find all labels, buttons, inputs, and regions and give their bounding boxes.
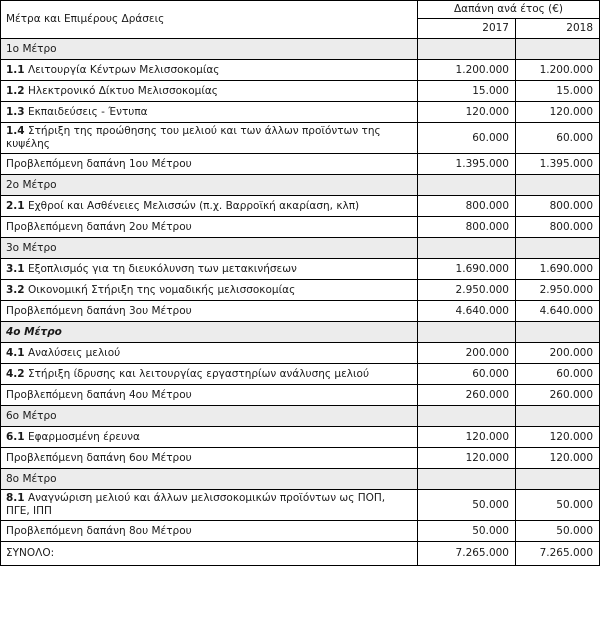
empty-cell	[516, 39, 600, 60]
subtotal-row	[1, 521, 600, 542]
item-code: 8.1	[6, 492, 25, 504]
value-2017: 200.000	[418, 343, 516, 364]
item-row	[1, 259, 600, 280]
row-label-cell	[1, 343, 418, 364]
row-label-cell	[1, 196, 418, 217]
item-row	[1, 280, 600, 301]
item-row	[1, 364, 600, 385]
item-row	[1, 196, 600, 217]
value-2018: 60.000	[516, 364, 600, 385]
value-2017: 60.000	[418, 123, 516, 154]
measures-column-header: Μέτρα και Επιμέρους Δράσεις	[1, 1, 418, 39]
empty-cell	[516, 238, 600, 259]
item-code: 4.1	[6, 346, 25, 359]
row-label: Στήριξη ίδρυσης και λειτουργίας εργαστηρίων ανάλυσης μελιού	[27, 367, 370, 380]
empty-cell	[418, 469, 516, 490]
value-2017: 15.000	[418, 81, 516, 102]
value-2017: 60.000	[418, 364, 516, 385]
item-row	[1, 81, 600, 102]
section-row	[1, 175, 600, 196]
section-row	[1, 469, 600, 490]
empty-cell	[418, 175, 516, 196]
value-2017: 2.950.000	[418, 280, 516, 301]
value-2017: 800.000	[418, 217, 516, 238]
row-label: Αναγνώριση μελιού και άλλων μελισσοκομικών προϊόντων ως ΠΟΠ, ΠΓΕ, ΙΠΠ	[6, 492, 386, 517]
item-row	[1, 123, 600, 154]
row-label-cell	[1, 123, 418, 154]
subtotal-row	[1, 301, 600, 322]
item-row	[1, 490, 600, 521]
value-2018: 7.265.000	[516, 542, 600, 566]
item-row	[1, 427, 600, 448]
row-label-cell	[1, 427, 418, 448]
item-row	[1, 343, 600, 364]
row-label-cell	[1, 490, 418, 521]
year-2017-header: 2017	[418, 19, 516, 39]
row-label-cell	[1, 364, 418, 385]
year-2018-header: 2018	[516, 19, 600, 39]
subtotal-row	[1, 217, 600, 238]
row-label: Προβλεπόμενη δαπάνη 3ου Μέτρου	[6, 304, 192, 317]
item-code: 2.1	[6, 199, 25, 212]
row-label: ΣΥΝΟΛΟ:	[6, 547, 55, 559]
row-label: Εξοπλισμός για τη διευκόλυνση των μετακινήσεων	[27, 262, 297, 275]
row-label: Αναλύσεις μελιού	[27, 346, 121, 359]
row-label-cell	[1, 102, 418, 123]
row-label-cell	[1, 521, 418, 542]
row-label: Στήριξη της προώθησης του μελιού και των άλλων προϊόντων της κυψέλης	[6, 125, 381, 150]
empty-cell	[418, 238, 516, 259]
empty-cell	[418, 322, 516, 343]
value-2017: 1.200.000	[418, 60, 516, 81]
section-row	[1, 322, 600, 343]
value-2018: 800.000	[516, 217, 600, 238]
empty-cell	[516, 469, 600, 490]
row-label-cell	[1, 301, 418, 322]
section-label: 4ο Μέτρο	[1, 322, 418, 343]
value-2017: 1.395.000	[418, 154, 516, 175]
value-2018: 120.000	[516, 427, 600, 448]
total-row	[1, 542, 600, 566]
section-row	[1, 238, 600, 259]
subtotal-row	[1, 154, 600, 175]
row-label: Οικονομική Στήριξη της νομαδικής μελισσοκομίας	[27, 283, 296, 296]
section-label: 3ο Μέτρο	[1, 238, 418, 259]
value-2018: 60.000	[516, 123, 600, 154]
value-2018: 4.640.000	[516, 301, 600, 322]
value-2018: 2.950.000	[516, 280, 600, 301]
value-2017: 1.690.000	[418, 259, 516, 280]
section-row	[1, 39, 600, 60]
value-2017: 7.265.000	[418, 542, 516, 566]
empty-cell	[418, 39, 516, 60]
value-2017: 4.640.000	[418, 301, 516, 322]
row-label: Ηλεκτρονικό Δίκτυο Μελισσοκομίας	[27, 84, 218, 97]
value-2018: 120.000	[516, 102, 600, 123]
item-code: 1.4	[6, 125, 25, 137]
row-label: Προβλεπόμενη δαπάνη 6ου Μέτρου	[6, 451, 192, 464]
subtotal-row	[1, 385, 600, 406]
empty-cell	[516, 175, 600, 196]
value-2018: 120.000	[516, 448, 600, 469]
empty-cell	[418, 406, 516, 427]
value-2017: 50.000	[418, 521, 516, 542]
value-2018: 1.690.000	[516, 259, 600, 280]
row-label: Προβλεπόμενη δαπάνη 1ου Μέτρου	[6, 157, 192, 170]
item-row	[1, 102, 600, 123]
row-label: Εφαρμοσμένη έρευνα	[27, 430, 140, 443]
row-label-cell	[1, 448, 418, 469]
value-2017: 50.000	[418, 490, 516, 521]
row-label-cell	[1, 154, 418, 175]
value-2018: 260.000	[516, 385, 600, 406]
item-code: 3.1	[6, 262, 25, 275]
row-label-cell	[1, 385, 418, 406]
section-label: 2ο Μέτρο	[1, 175, 418, 196]
value-2017: 120.000	[418, 448, 516, 469]
row-label: Προβλεπόμενη δαπάνη 8ου Μέτρου	[6, 524, 192, 537]
value-2018: 200.000	[516, 343, 600, 364]
value-2017: 120.000	[418, 427, 516, 448]
value-2017: 260.000	[418, 385, 516, 406]
item-code: 1.1	[6, 63, 25, 76]
row-label: Εκπαιδεύσεις - Έντυπα	[27, 105, 148, 118]
item-code: 4.2	[6, 367, 25, 380]
value-2018: 800.000	[516, 196, 600, 217]
row-label: Λειτουργία Κέντρων Μελισσοκομίας	[27, 63, 220, 76]
section-label: 1ο Μέτρο	[1, 39, 418, 60]
row-label-cell	[1, 259, 418, 280]
value-2018: 50.000	[516, 521, 600, 542]
row-label-cell	[1, 81, 418, 102]
value-2018: 15.000	[516, 81, 600, 102]
row-label-cell	[1, 217, 418, 238]
value-2017: 120.000	[418, 102, 516, 123]
cost-per-year-header: Δαπάνη ανά έτος (€)	[418, 1, 600, 19]
row-label: Εχθροί και Ασθένειες Μελισσών (π.χ. Βαρροϊκή ακαρίαση, κλπ)	[27, 199, 360, 212]
value-2018: 1.395.000	[516, 154, 600, 175]
row-label-cell	[1, 542, 418, 566]
row-label-cell	[1, 280, 418, 301]
section-row	[1, 406, 600, 427]
section-label: 8ο Μέτρο	[1, 469, 418, 490]
value-2018: 1.200.000	[516, 60, 600, 81]
value-2017: 800.000	[418, 196, 516, 217]
empty-cell	[516, 322, 600, 343]
budget-table-body	[1, 39, 600, 566]
item-code: 1.2	[6, 84, 25, 97]
item-code: 3.2	[6, 283, 25, 296]
section-label: 6ο Μέτρο	[1, 406, 418, 427]
item-code: 6.1	[6, 430, 25, 443]
row-label: Προβλεπόμενη δαπάνη 2ου Μέτρου	[6, 220, 192, 233]
item-row	[1, 60, 600, 81]
value-2018: 50.000	[516, 490, 600, 521]
item-code: 1.3	[6, 105, 25, 118]
empty-cell	[516, 406, 600, 427]
row-label: Προβλεπόμενη δαπάνη 4ου Μέτρου	[6, 388, 192, 401]
row-label-cell	[1, 60, 418, 81]
subtotal-row	[1, 448, 600, 469]
